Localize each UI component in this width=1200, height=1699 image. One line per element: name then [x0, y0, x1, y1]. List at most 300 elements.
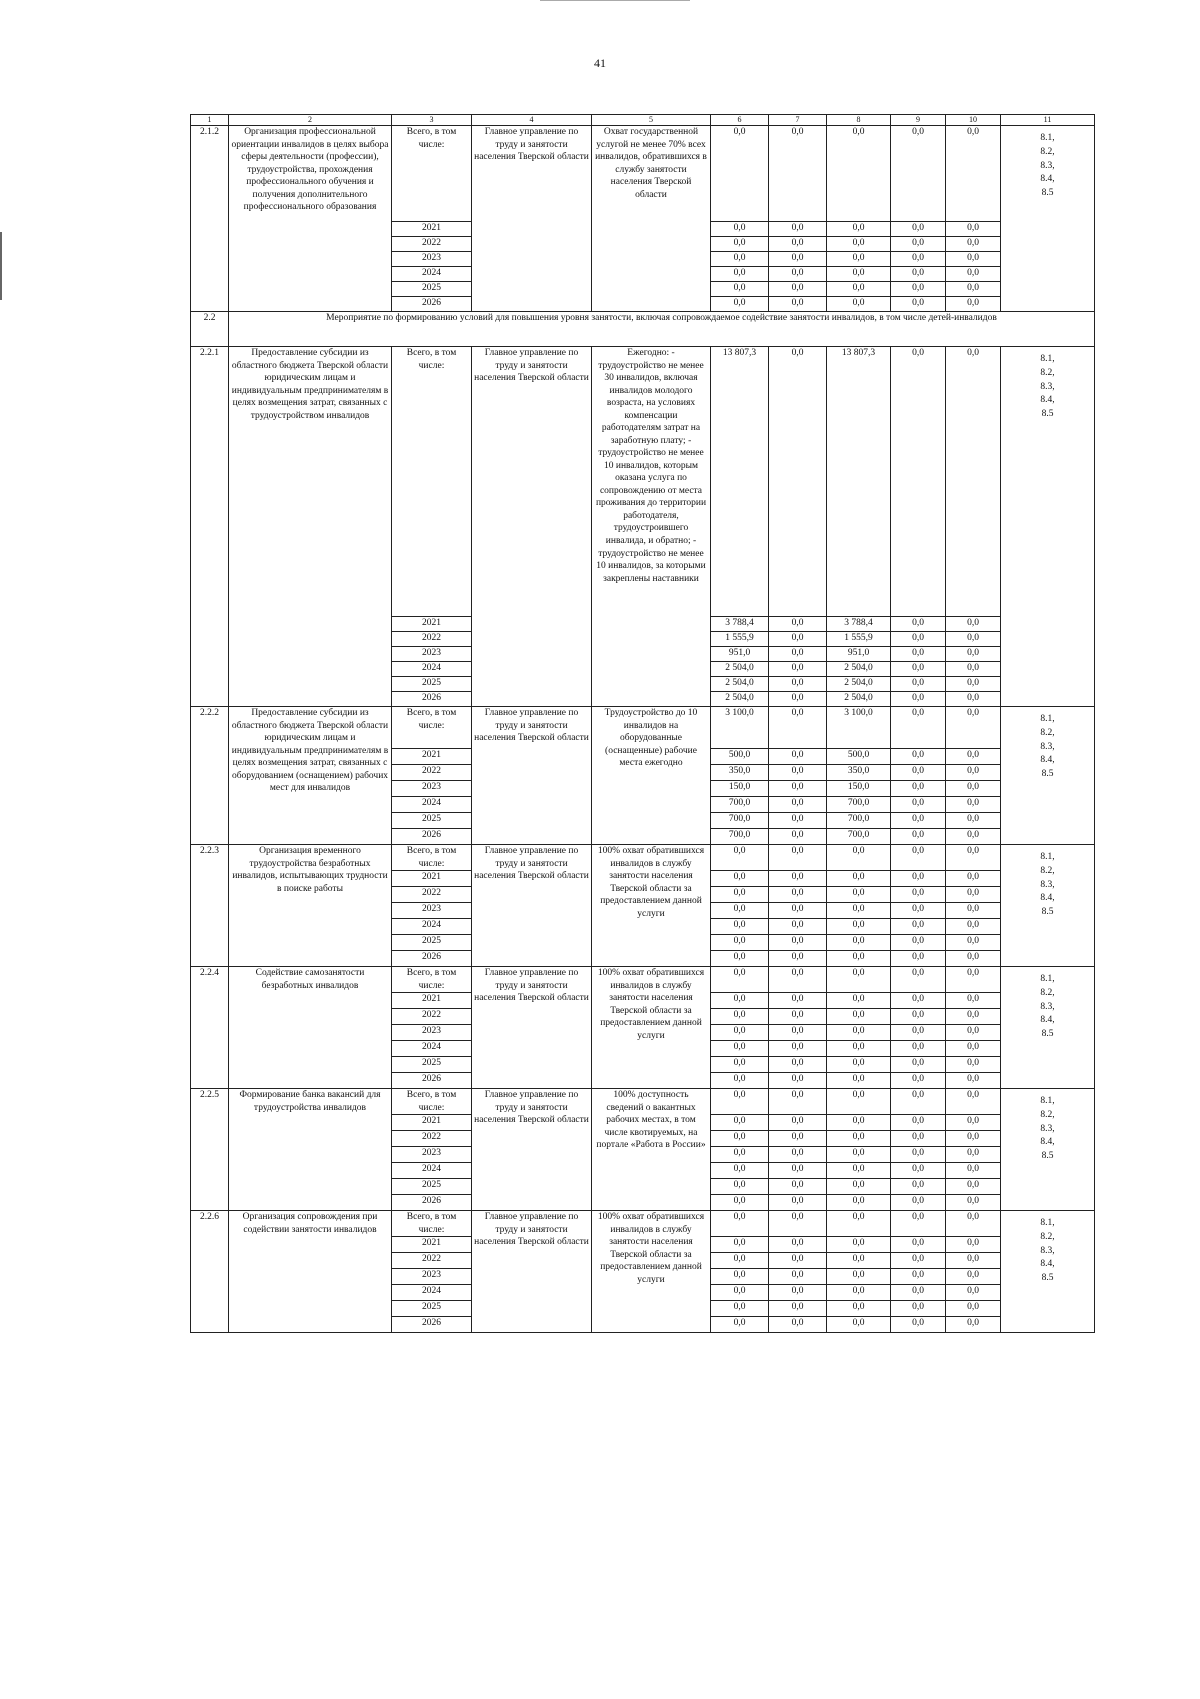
year-amount-col-9: 0,0	[891, 993, 946, 1009]
measure-row	[191, 845, 1095, 871]
task-ref: 8.5	[1041, 409, 1054, 420]
year-amount-col-10: 0,0	[946, 1301, 1001, 1317]
year-amount-col-7: 0,0	[769, 662, 827, 677]
total-amount-col-7: 0,0	[769, 126, 827, 222]
expected-result: 100% охват обратившихся инвалидов в службу занятости населения Тверской области за предоставлением данной услуги	[592, 967, 711, 1089]
year-amount-col-7: 0,0	[769, 647, 827, 662]
year-amount-col-7: 0,0	[769, 749, 827, 765]
total-amount-col-7: 0,0	[769, 967, 827, 993]
task-ref: 8.5	[1041, 188, 1054, 199]
total-amount-col-9: 0,0	[891, 1089, 946, 1115]
item-number: 2.2.6	[191, 1211, 229, 1333]
year-amount-col-6: 0,0	[711, 1147, 769, 1163]
year-amount-col-6: 0,0	[711, 1237, 769, 1253]
task-ref: 8.4,	[1040, 395, 1055, 406]
year-amount-col-9: 0,0	[891, 903, 946, 919]
section-title: Мероприятие по формированию условий для повышения уровня занятости, включая сопровождаемое содействие занятости инвалидов, в том числе детей-инвалидов	[229, 312, 1095, 347]
year-amount-col-8: 0,0	[827, 1025, 891, 1041]
total-amount-col-7: 0,0	[769, 845, 827, 871]
year-amount-col-9: 0,0	[891, 797, 946, 813]
task-ref: 8.3,	[1040, 1245, 1055, 1256]
total-amount-col-9: 0,0	[891, 845, 946, 871]
year-amount-col-8: 0,0	[827, 871, 891, 887]
year-label: 2025	[392, 1057, 472, 1073]
year-amount-col-10: 0,0	[946, 919, 1001, 935]
total-amount-col-8: 3 100,0	[827, 707, 891, 749]
year-amount-col-9: 0,0	[891, 1025, 946, 1041]
year-amount-col-8: 0,0	[827, 297, 891, 312]
item-number: 2.2.2	[191, 707, 229, 845]
year-amount-col-7: 0,0	[769, 871, 827, 887]
year-amount-col-8: 350,0	[827, 765, 891, 781]
col-header-6: 6	[711, 115, 769, 126]
year-label: 2023	[392, 1025, 472, 1041]
year-amount-col-8: 0,0	[827, 1195, 891, 1211]
task-refs	[1001, 126, 1095, 312]
col-header-8: 8	[827, 115, 891, 126]
task-ref: 8.3,	[1040, 1001, 1055, 1012]
year-amount-col-6: 0,0	[711, 1009, 769, 1025]
year-amount-col-8: 150,0	[827, 781, 891, 797]
year-amount-col-8: 0,0	[827, 237, 891, 252]
year-amount-col-9: 0,0	[891, 887, 946, 903]
task-refs	[1001, 347, 1095, 707]
task-ref: 8.4,	[1040, 893, 1055, 904]
measure-row	[191, 126, 1095, 222]
year-amount-col-10: 0,0	[946, 1285, 1001, 1301]
measure-name: Предоставление субсидии из областного бюджета Тверской области юридическим лицам и индивидуальным предпринимателям в целях возмещения затрат, связанных с оборудованием (оснащением) рабочих мест для инвалидов	[229, 707, 392, 845]
year-label: 2021	[392, 1115, 472, 1131]
task-ref: 8.2,	[1040, 1231, 1055, 1242]
measure-name: Формирование банка вакансий для трудоустройства инвалидов	[229, 1089, 392, 1211]
year-amount-col-9: 0,0	[891, 1057, 946, 1073]
year-amount-col-7: 0,0	[769, 1115, 827, 1131]
item-number: 2.1.2	[191, 126, 229, 312]
year-amount-col-9: 0,0	[891, 829, 946, 845]
task-ref: 8.3,	[1040, 741, 1055, 752]
responsible-org: Главное управление по труду и занятости населения Тверской области	[472, 845, 592, 967]
total-label: Всего, в том числе:	[392, 347, 472, 617]
year-amount-col-7: 0,0	[769, 951, 827, 967]
col-header-4: 4	[472, 115, 592, 126]
col-header-5: 5	[592, 115, 711, 126]
year-label: 2023	[392, 647, 472, 662]
year-amount-col-6: 0,0	[711, 1163, 769, 1179]
year-amount-col-7: 0,0	[769, 297, 827, 312]
year-amount-col-8: 951,0	[827, 647, 891, 662]
total-amount-col-9: 0,0	[891, 707, 946, 749]
total-amount-col-6: 0,0	[711, 1211, 769, 1237]
year-amount-col-9: 0,0	[891, 647, 946, 662]
year-amount-col-10: 0,0	[946, 1147, 1001, 1163]
task-refs	[1001, 1211, 1095, 1333]
total-amount-col-8: 0,0	[827, 845, 891, 871]
year-amount-col-7: 0,0	[769, 1073, 827, 1089]
expected-result: Ежегодно: - трудоустройство не менее 30 инвалидов, включая инвалидов молодого возраста, на условиях компенсации работодателям затрат на заработную плату; - трудоустройство не менее 10 инвалидов, которым оказана услуга по сопровождению от места проживания до территории работодателя, трудоустроившего инвалида, и обратно; - трудоустройство не менее 10 инвалидов, за которыми закреплены наставники	[592, 347, 711, 707]
year-amount-col-8: 700,0	[827, 813, 891, 829]
year-label: 2024	[392, 267, 472, 282]
total-label: Всего, в том числе:	[392, 126, 472, 222]
year-amount-col-7: 0,0	[769, 797, 827, 813]
year-amount-col-10: 0,0	[946, 1057, 1001, 1073]
task-ref: 8.5	[1041, 1151, 1054, 1162]
year-amount-col-7: 0,0	[769, 1301, 827, 1317]
year-amount-col-8: 0,0	[827, 1179, 891, 1195]
year-amount-col-7: 0,0	[769, 1131, 827, 1147]
year-amount-col-9: 0,0	[891, 282, 946, 297]
year-amount-col-8: 0,0	[827, 919, 891, 935]
responsible-org: Главное управление по труду и занятости населения Тверской области	[472, 1211, 592, 1333]
year-amount-col-8: 2 504,0	[827, 677, 891, 692]
task-refs	[1001, 967, 1095, 1089]
year-amount-col-6: 0,0	[711, 1131, 769, 1147]
year-amount-col-9: 0,0	[891, 237, 946, 252]
year-amount-col-8: 0,0	[827, 1317, 891, 1333]
scan-mark	[540, 0, 690, 1]
year-amount-col-8: 700,0	[827, 797, 891, 813]
year-label: 2021	[392, 1237, 472, 1253]
year-label: 2026	[392, 1317, 472, 1333]
year-amount-col-6: 1 555,9	[711, 632, 769, 647]
year-label: 2026	[392, 1195, 472, 1211]
year-amount-col-9: 0,0	[891, 951, 946, 967]
year-amount-col-9: 0,0	[891, 1301, 946, 1317]
task-ref: 8.1,	[1040, 714, 1055, 724]
year-amount-col-10: 0,0	[946, 1163, 1001, 1179]
year-amount-col-7: 0,0	[769, 282, 827, 297]
year-amount-col-8: 700,0	[827, 829, 891, 845]
year-label: 2022	[392, 632, 472, 647]
total-amount-col-10: 0,0	[946, 126, 1001, 222]
year-amount-col-9: 0,0	[891, 1285, 946, 1301]
year-label: 2024	[392, 1285, 472, 1301]
year-amount-col-8: 0,0	[827, 1131, 891, 1147]
task-ref: 8.2,	[1040, 727, 1055, 738]
year-amount-col-6: 0,0	[711, 993, 769, 1009]
col-header-7: 7	[769, 115, 827, 126]
col-header-9: 9	[891, 115, 946, 126]
year-label: 2021	[392, 749, 472, 765]
year-amount-col-7: 0,0	[769, 267, 827, 282]
year-amount-col-7: 0,0	[769, 993, 827, 1009]
year-amount-col-10: 0,0	[946, 297, 1001, 312]
year-amount-col-8: 0,0	[827, 1073, 891, 1089]
total-amount-col-7: 0,0	[769, 1089, 827, 1115]
year-amount-col-9: 0,0	[891, 1179, 946, 1195]
task-ref: 8.1,	[1040, 354, 1055, 364]
year-amount-col-10: 0,0	[946, 903, 1001, 919]
year-amount-col-6: 0,0	[711, 887, 769, 903]
total-amount-col-8: 0,0	[827, 967, 891, 993]
year-amount-col-7: 0,0	[769, 692, 827, 707]
expected-result: 100% охват обратившихся инвалидов в службу занятости населения Тверской области за предоставлением данной услуги	[592, 1211, 711, 1333]
year-amount-col-6: 0,0	[711, 871, 769, 887]
year-amount-col-7: 0,0	[769, 1041, 827, 1057]
year-amount-col-7: 0,0	[769, 829, 827, 845]
year-amount-col-6: 700,0	[711, 797, 769, 813]
year-amount-col-10: 0,0	[946, 749, 1001, 765]
total-amount-col-9: 0,0	[891, 347, 946, 617]
year-amount-col-6: 0,0	[711, 919, 769, 935]
year-amount-col-6: 0,0	[711, 237, 769, 252]
year-amount-col-9: 0,0	[891, 617, 946, 632]
year-amount-col-8: 0,0	[827, 935, 891, 951]
program-table-sheet	[190, 114, 1094, 1333]
year-amount-col-9: 0,0	[891, 1317, 946, 1333]
year-amount-col-9: 0,0	[891, 1073, 946, 1089]
year-amount-col-6: 0,0	[711, 1285, 769, 1301]
year-label: 2024	[392, 1163, 472, 1179]
year-amount-col-10: 0,0	[946, 222, 1001, 237]
task-ref: 8.2,	[1040, 1109, 1055, 1120]
year-amount-col-6: 0,0	[711, 267, 769, 282]
year-amount-col-6: 2 504,0	[711, 677, 769, 692]
year-amount-col-10: 0,0	[946, 1131, 1001, 1147]
year-amount-col-6: 3 788,4	[711, 617, 769, 632]
year-amount-col-7: 0,0	[769, 1269, 827, 1285]
year-amount-col-9: 0,0	[891, 935, 946, 951]
measure-name: Организация сопровождения при содействии занятости инвалидов	[229, 1211, 392, 1333]
year-amount-col-9: 0,0	[891, 1237, 946, 1253]
year-amount-col-9: 0,0	[891, 1115, 946, 1131]
year-amount-col-6: 951,0	[711, 647, 769, 662]
year-amount-col-8: 0,0	[827, 1237, 891, 1253]
item-number: 2.2.1	[191, 347, 229, 707]
task-ref: 8.4,	[1040, 1137, 1055, 1148]
year-amount-col-10: 0,0	[946, 1269, 1001, 1285]
total-amount-col-6: 0,0	[711, 126, 769, 222]
year-amount-col-6: 0,0	[711, 252, 769, 267]
year-amount-col-7: 0,0	[769, 222, 827, 237]
total-amount-col-10: 0,0	[946, 1211, 1001, 1237]
measure-row	[191, 347, 1095, 617]
year-amount-col-10: 0,0	[946, 1253, 1001, 1269]
task-ref: 8.4,	[1040, 1259, 1055, 1270]
year-amount-col-6: 0,0	[711, 1057, 769, 1073]
year-amount-col-6: 0,0	[711, 1179, 769, 1195]
year-amount-col-7: 0,0	[769, 1253, 827, 1269]
year-amount-col-10: 0,0	[946, 282, 1001, 297]
year-label: 2022	[392, 1131, 472, 1147]
year-label: 2025	[392, 282, 472, 297]
year-amount-col-7: 0,0	[769, 1317, 827, 1333]
year-label: 2025	[392, 677, 472, 692]
year-amount-col-6: 0,0	[711, 1195, 769, 1211]
year-amount-col-8: 500,0	[827, 749, 891, 765]
year-amount-col-8: 2 504,0	[827, 662, 891, 677]
total-label: Всего, в том числе:	[392, 707, 472, 749]
total-amount-col-6: 0,0	[711, 967, 769, 993]
year-amount-col-8: 0,0	[827, 1041, 891, 1057]
year-amount-col-6: 0,0	[711, 951, 769, 967]
column-number-row	[191, 115, 1095, 126]
year-amount-col-6: 2 504,0	[711, 692, 769, 707]
task-ref: 8.3,	[1040, 1123, 1055, 1134]
year-amount-col-9: 0,0	[891, 781, 946, 797]
year-amount-col-7: 0,0	[769, 781, 827, 797]
year-label: 2021	[392, 993, 472, 1009]
task-ref: 8.1,	[1040, 1218, 1055, 1229]
year-amount-col-7: 0,0	[769, 887, 827, 903]
year-amount-col-10: 0,0	[946, 252, 1001, 267]
year-amount-col-6: 2 504,0	[711, 662, 769, 677]
year-label: 2023	[392, 781, 472, 797]
total-amount-col-6: 3 100,0	[711, 707, 769, 749]
responsible-org: Главное управление по труду и занятости населения Тверской области	[472, 126, 592, 312]
total-label: Всего, в том числе:	[392, 845, 472, 871]
page-number: 41	[594, 56, 606, 70]
total-amount-col-9: 0,0	[891, 126, 946, 222]
year-amount-col-8: 3 788,4	[827, 617, 891, 632]
year-label: 2022	[392, 887, 472, 903]
task-ref: 8.5	[1041, 769, 1054, 780]
measure-name: Предоставление субсидии из областного бюджета Тверской области юридическим лицам и индивидуальным предпринимателям в целях возмещения затрат, связанных с трудоустройством инвалидов	[229, 347, 392, 707]
year-amount-col-8: 0,0	[827, 993, 891, 1009]
year-label: 2025	[392, 813, 472, 829]
year-amount-col-7: 0,0	[769, 1147, 827, 1163]
year-amount-col-9: 0,0	[891, 1269, 946, 1285]
task-ref: 8.2,	[1040, 987, 1055, 998]
measure-row	[191, 1089, 1095, 1115]
year-amount-col-9: 0,0	[891, 677, 946, 692]
year-amount-col-6: 150,0	[711, 781, 769, 797]
year-amount-col-9: 0,0	[891, 919, 946, 935]
scan-mark	[0, 232, 2, 300]
year-amount-col-7: 0,0	[769, 1195, 827, 1211]
year-amount-col-9: 0,0	[891, 1147, 946, 1163]
year-amount-col-7: 0,0	[769, 1163, 827, 1179]
year-amount-col-9: 0,0	[891, 749, 946, 765]
total-amount-col-10: 0,0	[946, 845, 1001, 871]
year-amount-col-6: 0,0	[711, 297, 769, 312]
expected-result: Трудоустройство до 10 инвалидов на оборудованные (оснащенные) рабочие места ежегодно	[592, 707, 711, 845]
total-amount-col-9: 0,0	[891, 1211, 946, 1237]
measure-row	[191, 967, 1095, 993]
year-amount-col-8: 0,0	[827, 951, 891, 967]
year-amount-col-8: 0,0	[827, 1147, 891, 1163]
task-ref: 8.1,	[1040, 974, 1055, 985]
year-label: 2023	[392, 1269, 472, 1285]
task-ref: 8.5	[1041, 907, 1054, 918]
year-amount-col-9: 0,0	[891, 871, 946, 887]
year-amount-col-10: 0,0	[946, 647, 1001, 662]
year-amount-col-7: 0,0	[769, 1057, 827, 1073]
item-number: 2.2.4	[191, 967, 229, 1089]
year-amount-col-10: 0,0	[946, 993, 1001, 1009]
year-label: 2022	[392, 1009, 472, 1025]
year-amount-col-7: 0,0	[769, 617, 827, 632]
year-amount-col-7: 0,0	[769, 237, 827, 252]
year-amount-col-10: 0,0	[946, 781, 1001, 797]
measure-row	[191, 1211, 1095, 1237]
measure-row	[191, 707, 1095, 749]
year-amount-col-9: 0,0	[891, 297, 946, 312]
year-amount-col-8: 0,0	[827, 1253, 891, 1269]
year-amount-col-8: 0,0	[827, 222, 891, 237]
year-amount-col-10: 0,0	[946, 887, 1001, 903]
year-amount-col-6: 0,0	[711, 903, 769, 919]
total-label: Всего, в том числе:	[392, 1089, 472, 1115]
total-amount-col-6: 0,0	[711, 1089, 769, 1115]
year-amount-col-6: 0,0	[711, 935, 769, 951]
year-amount-col-10: 0,0	[946, 267, 1001, 282]
year-label: 2021	[392, 617, 472, 632]
year-amount-col-8: 0,0	[827, 1163, 891, 1179]
col-header-10: 10	[946, 115, 1001, 126]
year-amount-col-9: 0,0	[891, 692, 946, 707]
year-amount-col-10: 0,0	[946, 765, 1001, 781]
year-amount-col-8: 2 504,0	[827, 692, 891, 707]
task-refs	[1001, 707, 1095, 845]
year-amount-col-6: 0,0	[711, 1025, 769, 1041]
year-amount-col-7: 0,0	[769, 252, 827, 267]
year-amount-col-6: 0,0	[711, 222, 769, 237]
task-ref: 8.3,	[1040, 381, 1055, 392]
year-amount-col-9: 0,0	[891, 222, 946, 237]
year-amount-col-9: 0,0	[891, 765, 946, 781]
year-label: 2024	[392, 797, 472, 813]
year-label: 2025	[392, 1301, 472, 1317]
task-ref: 8.2,	[1040, 146, 1055, 157]
year-amount-col-6: 700,0	[711, 813, 769, 829]
year-label: 2021	[392, 222, 472, 237]
total-amount-col-7: 0,0	[769, 707, 827, 749]
year-amount-col-7: 0,0	[769, 1179, 827, 1195]
year-amount-col-6: 0,0	[711, 1253, 769, 1269]
task-ref: 8.3,	[1040, 160, 1055, 171]
total-amount-col-8: 13 807,3	[827, 347, 891, 617]
year-amount-col-7: 0,0	[769, 677, 827, 692]
year-amount-col-9: 0,0	[891, 1163, 946, 1179]
responsible-org: Главное управление по труду и занятости населения Тверской области	[472, 967, 592, 1089]
expected-result: 100% охват обратившихся инвалидов в службу занятости населения Тверской области за предоставлением данной услуги	[592, 845, 711, 967]
year-amount-col-7: 0,0	[769, 813, 827, 829]
year-amount-col-6: 500,0	[711, 749, 769, 765]
year-amount-col-10: 0,0	[946, 935, 1001, 951]
year-label: 2021	[392, 871, 472, 887]
year-amount-col-10: 0,0	[946, 692, 1001, 707]
year-amount-col-8: 0,0	[827, 282, 891, 297]
section-row	[191, 312, 1095, 347]
year-amount-col-9: 0,0	[891, 1009, 946, 1025]
year-amount-col-7: 0,0	[769, 903, 827, 919]
year-amount-col-10: 0,0	[946, 1009, 1001, 1025]
year-amount-col-8: 0,0	[827, 252, 891, 267]
total-amount-col-9: 0,0	[891, 967, 946, 993]
year-label: 2022	[392, 765, 472, 781]
year-amount-col-6: 0,0	[711, 1115, 769, 1131]
measure-name: Содействие самозанятости безработных инвалидов	[229, 967, 392, 1089]
task-ref: 8.1,	[1040, 133, 1055, 143]
total-label: Всего, в том числе:	[392, 1211, 472, 1237]
year-amount-col-10: 0,0	[946, 1237, 1001, 1253]
year-amount-col-9: 0,0	[891, 267, 946, 282]
responsible-org: Главное управление по труду и занятости населения Тверской области	[472, 1089, 592, 1211]
year-amount-col-6: 0,0	[711, 1301, 769, 1317]
year-amount-col-10: 0,0	[946, 797, 1001, 813]
year-amount-col-8: 0,0	[827, 1285, 891, 1301]
total-amount-col-7: 0,0	[769, 1211, 827, 1237]
year-label: 2024	[392, 1041, 472, 1057]
year-amount-col-7: 0,0	[769, 1285, 827, 1301]
year-amount-col-6: 0,0	[711, 1073, 769, 1089]
year-amount-col-10: 0,0	[946, 813, 1001, 829]
year-label: 2023	[392, 1147, 472, 1163]
total-label: Всего, в том числе:	[392, 967, 472, 993]
total-amount-col-8: 0,0	[827, 1089, 891, 1115]
year-amount-col-7: 0,0	[769, 1237, 827, 1253]
year-amount-col-8: 0,0	[827, 1269, 891, 1285]
